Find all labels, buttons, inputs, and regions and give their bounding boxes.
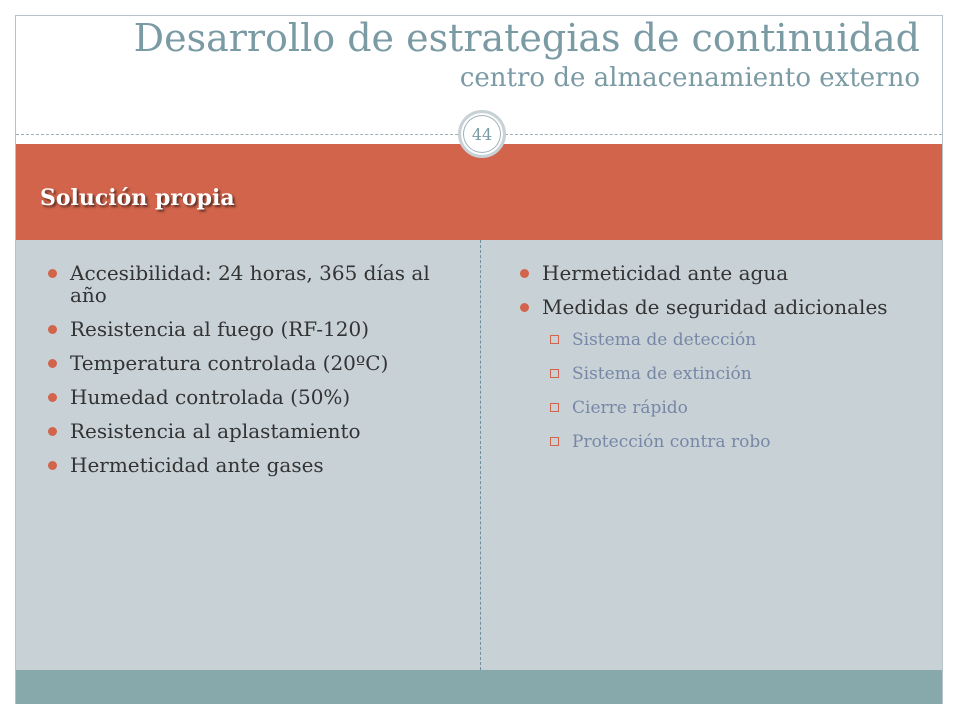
list-item-text: Hermeticidad ante gases (70, 453, 324, 477)
sub-bullet-list (542, 330, 930, 452)
list-item (48, 352, 468, 374)
square-bullet-icon (550, 403, 559, 412)
bullet-icon (520, 303, 529, 312)
sub-list-item-text: Cierre rápido (572, 398, 688, 418)
square-bullet-icon (550, 369, 559, 378)
list-item-text: Resistencia al fuego (RF-120) (70, 317, 370, 341)
left-bullet-list (48, 262, 468, 488)
sub-list-item (542, 330, 930, 350)
list-item-text: Medidas de seguridad adicionales (542, 295, 888, 319)
list-item (48, 454, 468, 476)
bullet-icon (520, 269, 529, 278)
list-item-text: Resistencia al aplastamiento (70, 419, 361, 443)
list-item (48, 318, 468, 340)
bullet-icon (48, 269, 57, 278)
sub-list-item-text: Sistema de extinción (572, 364, 752, 384)
slide-title: Desarrollo de estrategias de continuidad (133, 16, 920, 60)
footer-band (16, 670, 942, 704)
sub-list-item (542, 398, 930, 418)
bullet-icon (48, 393, 57, 402)
slide-number: 44 (471, 124, 493, 144)
bullet-icon (48, 325, 57, 334)
column-divider (480, 240, 481, 670)
section-label: Solución propia (40, 185, 235, 211)
bullet-icon (48, 359, 57, 368)
list-item (520, 262, 930, 284)
sub-list-item (542, 432, 930, 452)
square-bullet-icon (550, 437, 559, 446)
list-item (520, 296, 930, 452)
list-item (48, 262, 468, 306)
sub-list-item-text: Sistema de detección (572, 330, 757, 350)
right-bullet-list (520, 262, 930, 466)
list-item (48, 386, 468, 408)
list-item-text: Hermeticidad ante agua (542, 261, 789, 285)
sub-list-item (542, 364, 930, 384)
square-bullet-icon (550, 335, 559, 344)
list-item-text: Humedad controlada (50%) (70, 385, 351, 409)
bullet-icon (48, 461, 57, 470)
list-item (48, 420, 468, 442)
list-item-text: Accesibilidad: 24 horas, 365 días al año (70, 261, 430, 307)
slide-number-badge (458, 110, 506, 158)
list-item-text: Temperatura controlada (20ºC) (70, 351, 389, 375)
sub-list-item-text: Protección contra robo (572, 432, 771, 452)
bullet-icon (48, 427, 57, 436)
slide-subtitle: centro de almacenamiento externo (459, 63, 920, 93)
